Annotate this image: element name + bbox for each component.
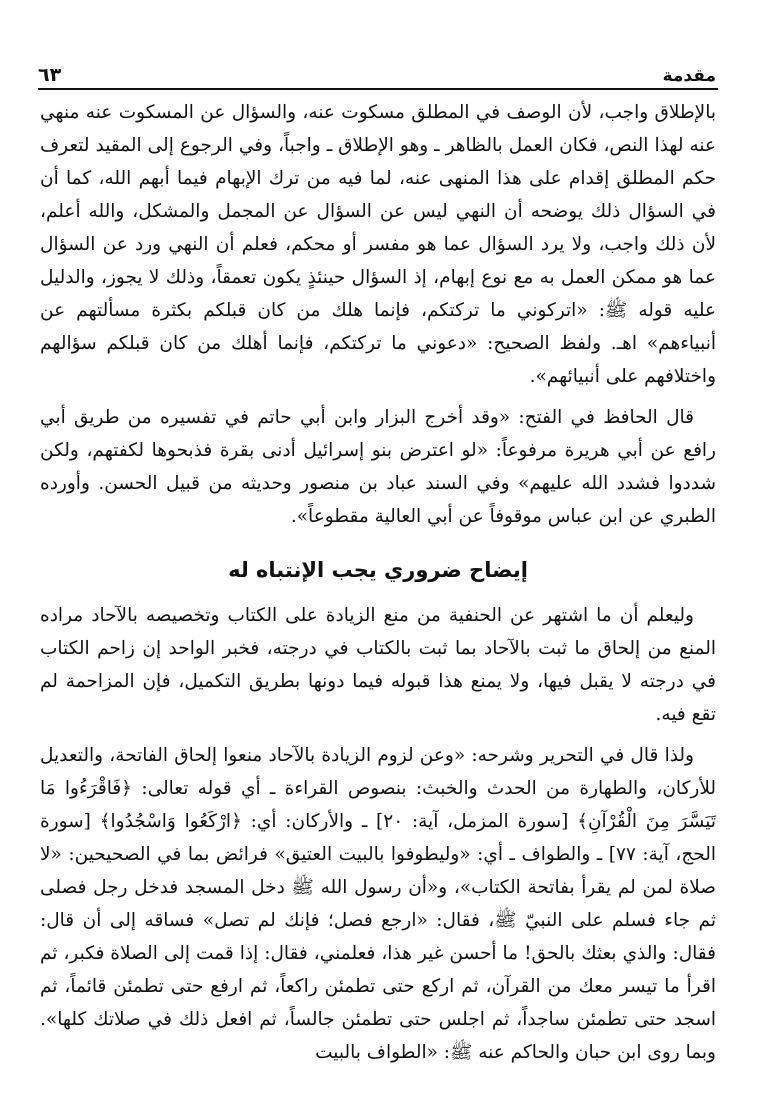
paragraph-hanafi-note: وليعلم أن ما اشتهر عن الحنفية من منع الزيادة على الكتاب وتخصيصه بالآحاد مراده المنع من إلحاق ما ثبت بالآحاد بما ثبت بالكتاب في درجته، فخبر الواحد إن زاحم الكتاب في درجته لا يقبل فيها، ولا يمنع هذا قبوله فيما دونها بطريق التكميل، فإن المزاحمة لم تقع فيه. — [40, 605, 716, 725]
paragraph-tahrir-quote: ولذا قال في التحرير وشرحه: «وعن لزوم الزيادة بالآحاد منعوا إلحاق الفاتحة، والتعديل للأركان، والطهارة من الحدث والخبث: بنصوص القراءة ـ أي قوله تعالى: ﴿فَاقْرَءُوا مَا تَيَسَّرَ مِنَ الْقُرْآنِ﴾ [سورة المزمل، آية: ٢٠] ـ والأركان: أي: ﴿ارْكَعُوا وَاسْجُدُوا﴾ [سورة الحج، آية: ٧٧] ـ والطواف ـ أي: «وليطوفوا بالبيت العتيق» فرائض بما في الصحيحين: «لا صلاة لمن لم يقرأ بفاتحة الكتاب»، و«أن رسول الله ﷺ دخل المسجد فدخل رجل فصلى ثم جاء فسلم على النبيّ ﷺ، فقال: «ارجع فصل؛ فإنك لم تصل» فساقه إلى أن قال: فقال: والذي بعثك بالحق! ما أحسن غير هذا، فعلمني، فقال: إذا قمت إلى الصلاة فكبر، ثم اقرأ ما تيسر معك من القرآن، ثم اركع حتى تطمئن راكعاً، ثم ارفع حتى تطمئن قائماً، ثم اسجد حتى تطمئن ساجداً، ثم اجلس حتى تطمئن جالساً، ثم افعل ذلك في صلاتك كلها». وبما روى ابن حبان والحاكم عنه ﷺ: «الطواف بالبيت — [40, 745, 716, 1063]
page-number: ٦٣ — [38, 64, 62, 86]
running-head — [38, 52, 716, 86]
header-rule — [38, 88, 718, 90]
paragraph-hafiz-quote: قال الحافظ في الفتح: «وقد أخرج البزار وابن أبي حاتم في تفسيره من طريق أبي رافع عن أبي هريرة مرفوعاً: «لو اعترض بنو إسرائيل أدنى بقرة فذبحوها لكفتهم، ولكن شددوا فشدد الله عليهم» وفي السند عباد بن منصور وحديثه من قبيل الحسن. وأورده الطبري عن ابن عباس موقوفاً عن أبي العالية مقطوعاً». — [40, 407, 716, 527]
section-heading: إيضاح ضروري يجب الإنتباه له — [228, 558, 528, 582]
page-body — [40, 96, 716, 1069]
paragraph-continuation: بالإطلاق واجب، لأن الوصف في المطلق مسكوت عنه، والسؤال عن المسكوت عنه منهي عنه لهذا النص، فكان العمل بالظاهر ـ وهو الإطلاق ـ واجباً، وفي الرجوع إلى المقيد لتعرف حكم المطلق إقدام على هذا المنهى عنه، لما فيه من ترك الإبهام فيما أبهم الله، كما أن في السؤال ذلك يوضحه أن النهي ليس عن السؤال عن المجمل والمشكل، والله أعلم، لأن ذلك واجب، ولا يرد السؤال عما هو مفسر أو محكم، فعلم أن النهي ورد عن السؤال عما هو ممكن العمل به مع نوع إبهام، إذ السؤال حينئذٍ يكون تعمقاً، وذلك لا يجوز، والدليل عليه قوله ﷺ: «اتركوني ما تركتكم، فإنما هلك من كان قبلكم بكثرة مسألتهم عن أنبياءهم» اهـ. ولفظ الصحيح: «دعوني ما تركتكم، فإنما أهلك من كان قبلكم سؤالهم واختلافهم على أنبيائهم». — [40, 102, 716, 387]
section-name: مقدمة — [662, 66, 716, 86]
